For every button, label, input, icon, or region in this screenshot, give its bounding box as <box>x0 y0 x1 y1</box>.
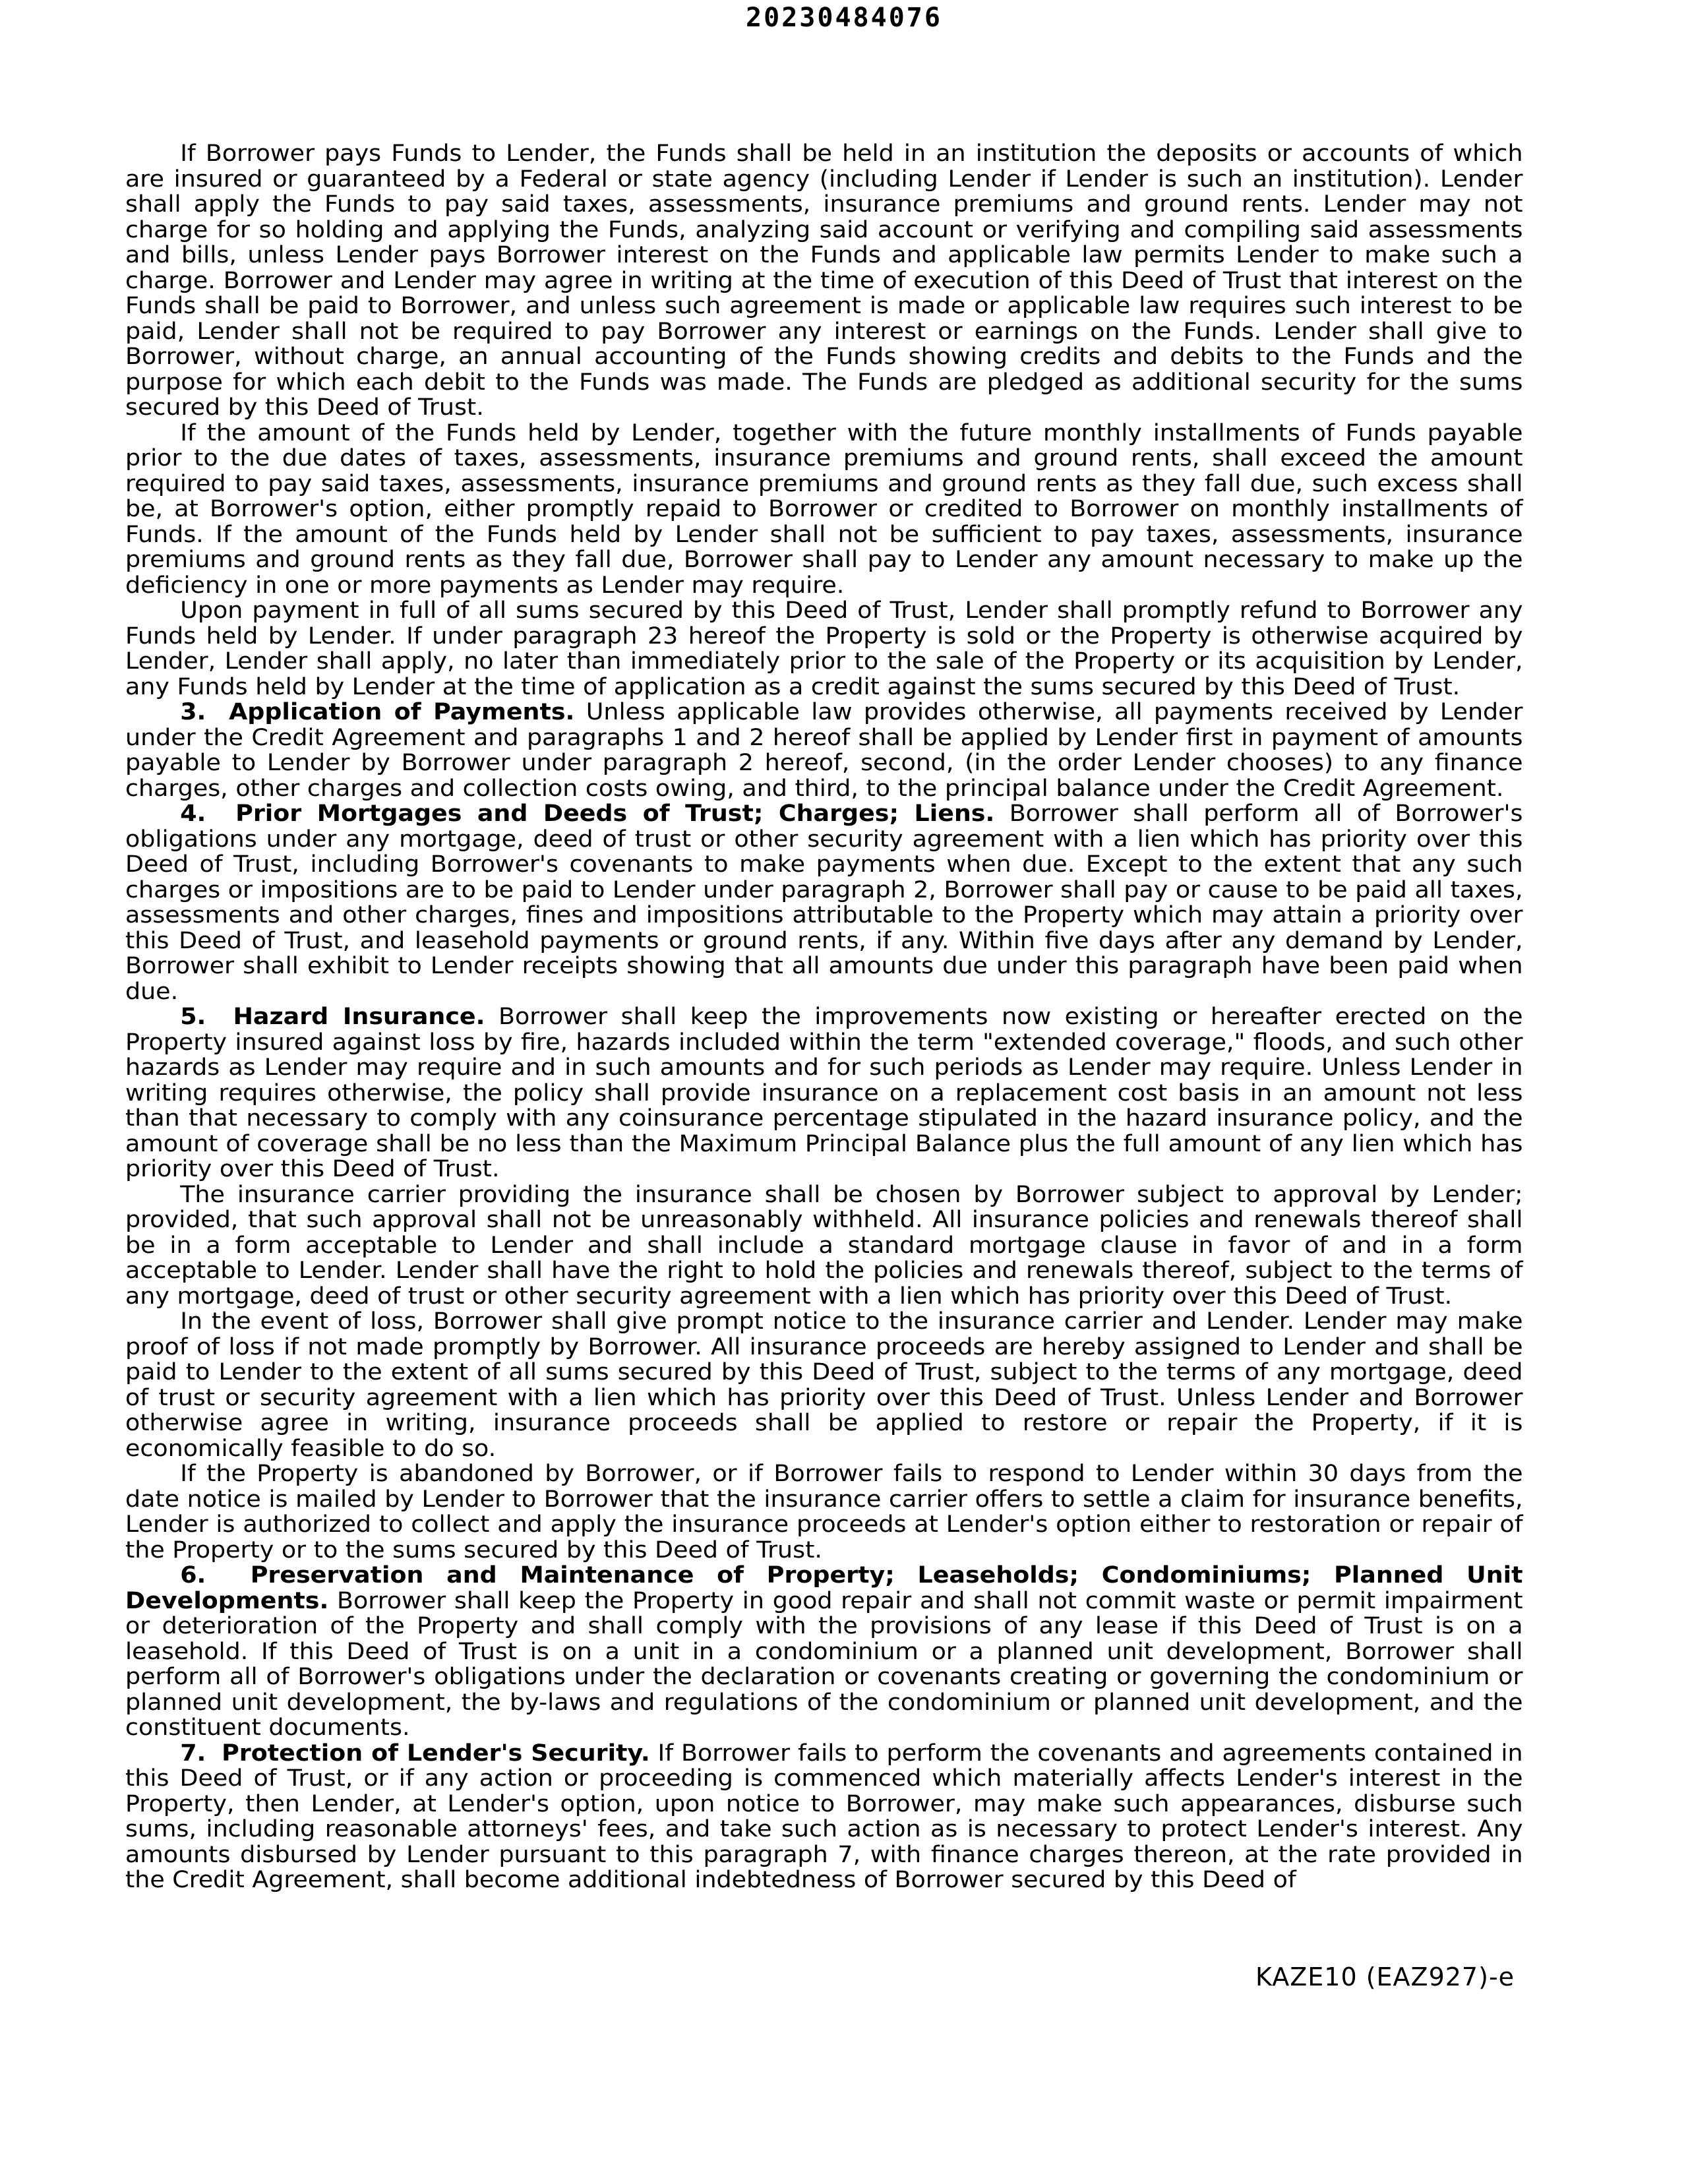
section-number: 4. <box>180 801 206 827</box>
document-number: 20230484076 <box>746 3 942 33</box>
paragraph-text: Borrower shall perform all of Borrower's obligations under any mortgage, deed of trust or other security agreement with a lien which has priority over this Deed of Trust, including Borrower's covenants to make payments when due. Except to the extent that any such charges or impositions are to be paid to Lender under paragraph 2, Borrower shall pay or cause to be paid all taxes, assessments and other charges, fines and impositions attributable to the Property which may attain a priority over this Deed of Trust, and leasehold payments or ground rents, if any. Within five days after any demand by Lender, Borrower shall exhibit to Lender receipts showing that all amounts due under this paragraph have been paid when due. <box>125 801 1523 1005</box>
paragraph-text: If Borrower fails to perform the covenants and agreements contained in this Deed of Trust, or if any action or proceeding is commenced which materially affects Lender's interest in the Property, then Lender, at Lender's option, upon notice to Borrower, may make such appearances, disburse such sums, including reasonable attorneys' fees, and take such action as is necessary to protect Lender's interest. Any amounts disbursed by Lender pursuant to this paragraph 7, with finance charges thereon, at the rate provided in the Credit Agreement, shall become additional indebtedness of Borrower secured by this Deed of <box>125 1740 1523 1893</box>
paragraph-text: If Borrower pays Funds to Lender, the Funds shall be held in an institution the deposits or accounts of which are insured or guaranteed by a Federal or state agency (including Lender if Lender is such an institution). Lender shall apply the Funds to pay said taxes, assessments, insurance premiums and ground rents. Lender may not charge for so holding and applying the Funds, analyzing said account or verifying and compiling said assessments and bills, unless Lender pays Borrower interest on the Funds and applicable law permits Lender to make such a charge. Borrower and Lender may agree in writing at the time of execution of this Deed of Trust that interest on the Funds shall be paid to Borrower, and unless such agreement is made or applicable law requires such interest to be paid, Lender shall not be required to pay Borrower any interest or earnings on the Funds. Lender shall give to Borrower, without charge, an annual accounting of the Funds showing credits and debits to the Funds and the purpose for which each debit to the Funds was made. The Funds are pledged as additional security for the sums secured by this Deed of Trust. <box>125 140 1523 421</box>
section-number: 5. <box>180 1004 206 1030</box>
section-7-protection <box>125 1741 1523 1893</box>
section-heading: Preservation and Maintenance of Property; Leaseholds; Condominiums; Planned Unit Developments. <box>125 1562 1523 1614</box>
paragraph-funds-held <box>125 141 1523 421</box>
paragraph-excess-funds <box>125 421 1523 599</box>
section-3-application-of-payments <box>125 700 1523 801</box>
form-code: KAZE10 (EAZ927)-e <box>1255 1962 1515 1991</box>
paragraph-text: Borrower shall keep the Property in good repair and shall not commit waste or permit impairment or deterioration of the Property and shall comply with the provisions of any lease if this Deed of Trust is on a leasehold. If this Deed of Trust is on a unit in a condominium or a planned unit development, Borrower shall perform all of Borrower's obligations under the declaration or covenants creating or governing the condominium or planned unit development, the by-laws and regulations of the condominium or planned unit development, and the constituent documents. <box>125 1587 1523 1741</box>
section-heading: Application of Payments. <box>229 699 575 725</box>
section-number: 7. <box>180 1740 206 1767</box>
section-number: 3. <box>180 699 206 725</box>
document-body <box>125 141 1523 1893</box>
section-6-preservation <box>125 1563 1523 1741</box>
paragraph-text: Borrower shall keep the improvements now existing or hereafter erected on the Property insured against loss by fire, hazards included within the term "extended coverage," floods, and such other hazards as Lender may require and in such amounts and for such periods as Lender may require. Unless Lender in writing requires otherwise, the policy shall provide insurance on a replacement cost basis in an amount not less than that necessary to comply with any coinsurance percentage stipulated in the hazard insurance policy, and the amount of coverage shall be no less than the Maximum Principal Balance plus the full amount of any lien which has priority over this Deed of Trust. <box>125 1004 1523 1182</box>
paragraph-text: Upon payment in full of all sums secured by this Deed of Trust, Lender shall promptly refund to Borrower any Funds held by Lender. If under paragraph 23 hereof the Property is sold or the Property is otherwise acquired by Lender, Lender shall apply, no later than immediately prior to the sale of the Property or its acquisition by Lender, any Funds held by Lender at the time of application as a credit against the sums secured by this Deed of Trust. <box>125 597 1523 700</box>
paragraph-event-of-loss <box>125 1309 1523 1461</box>
paragraph-property-abandoned <box>125 1461 1523 1563</box>
section-heading: Hazard Insurance. <box>233 1004 485 1030</box>
paragraph-text: In the event of loss, Borrower shall give prompt notice to the insurance carrier and Lender. Lender may make proof of loss if not made promptly by Borrower. All insurance proceeds are hereby assigned to Lender and shall be paid to Lender to the extent of all sums secured by this Deed of Trust, subject to the terms of any mortgage, deed of trust or security agreement with a lien which has priority over this Deed of Trust. Unless Lender and Borrower otherwise agree in writing, insurance proceeds shall be applied to restore or repair the Property, if it is economically feasible to do so. <box>125 1308 1523 1462</box>
section-4-prior-mortgages <box>125 801 1523 1004</box>
paragraph-text: The insurance carrier providing the insurance shall be chosen by Borrower subject to approval by Lender; provided, that such approval shall not be unreasonably withheld. All insurance policies and renewals thereof shall be in a form acceptable to Lender and shall include a standard mortgage clause in favor of and in a form acceptable to Lender. Lender shall have the right to hold the policies and renewals thereof, subject to the terms of any mortgage, deed of trust or other security agreement with a lien which has priority over this Deed of Trust. <box>125 1181 1523 1310</box>
section-heading: Protection of Lender's Security. <box>222 1740 650 1767</box>
paragraph-text: Unless applicable law provides otherwise, all payments received by Lender under the Credit Agreement and paragraphs 1 and 2 hereof shall be applied by Lender first in payment of amounts payable to Lender by Borrower under paragraph 2 hereof, second, (in the order Lender chooses) to any finance charges, other charges and collection costs owing, and third, to the principal balance under the Credit Agreement. <box>125 699 1523 802</box>
paragraph-insurance-carrier <box>125 1182 1523 1310</box>
section-5-hazard-insurance <box>125 1004 1523 1182</box>
section-number: 6. <box>180 1562 206 1589</box>
section-heading: Prior Mortgages and Deeds of Trust; Charges; Liens. <box>235 801 995 827</box>
paragraph-text: If the amount of the Funds held by Lender, together with the future monthly installments of Funds payable prior to the due dates of taxes, assessments, insurance premiums and ground rents, shall exceed the amount required to pay said taxes, assessments, insurance premiums and ground rents as they fall due, such excess shall be, at Borrower's option, either promptly repaid to Borrower or credited to Borrower on monthly installments of Funds. If the amount of the Funds held by Lender shall not be sufficient to pay taxes, assessments, insurance premiums and ground rents as they fall due, Borrower shall pay to Lender any amount necessary to make up the deficiency in one or more payments as Lender may require. <box>125 419 1523 599</box>
paragraph-refund <box>125 598 1523 700</box>
paragraph-text: If the Property is abandoned by Borrower, or if Borrower fails to respond to Lender within 30 days from the date notice is mailed by Lender to Borrower that the insurance carrier offers to settle a claim for insurance benefits, Lender is authorized to collect and apply the insurance proceeds at Lender's option either to restoration or repair of the Property or to the sums secured by this Deed of Trust. <box>125 1461 1523 1563</box>
